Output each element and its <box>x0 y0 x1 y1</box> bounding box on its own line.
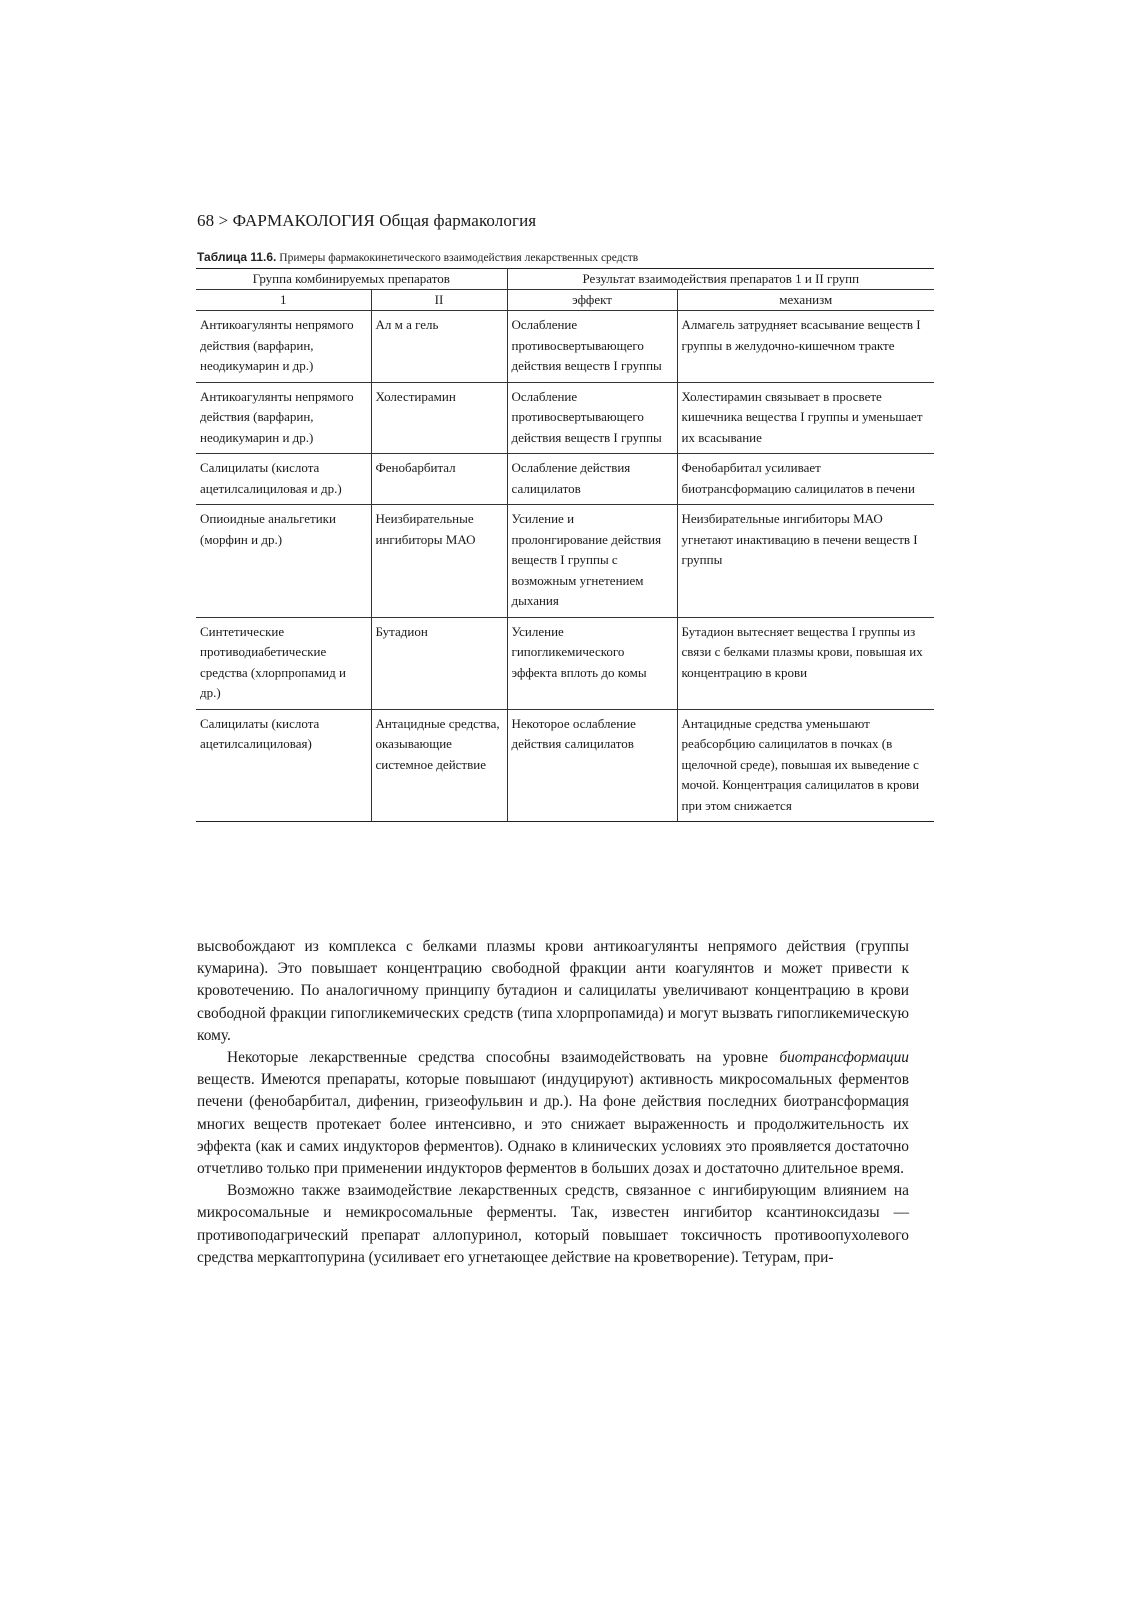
table-caption <box>197 250 638 264</box>
cell-effect: Усиление и пролонгирование действия веществ I группы с возможным угнетением дыхания <box>507 505 677 618</box>
cell-group-2: Ал м а гель <box>371 311 507 383</box>
running-head: 68 > ФАРМАКОЛОГИЯ Общая фармакология <box>197 211 537 230</box>
cell-mechanism: Бутадион вытесняет вещества I группы из связи с белками плазмы крови, повышая их концентрацию в крови <box>677 617 934 709</box>
cell-mechanism: Алмагель затрудняет всасывание веществ I группы в желудочно-кишечном тракте <box>677 311 934 383</box>
table-caption-text: Примеры фармакокинетического взаимодействия лекарственных средств <box>276 252 639 264</box>
cell-effect: Усиление гипогликемического эффекта вплоть до комы <box>507 617 677 709</box>
cell-group-2: Неизбирательные ингибиторы МАО <box>371 505 507 618</box>
cell-group-1: Антикоагулянты непрямого действия (варфарин, неодикумарин и др.) <box>196 311 371 383</box>
cell-mechanism: Холестирамин связывает в просвете кишечника вещества I группы и уменьшает их всасывание <box>677 382 934 454</box>
cell-group-1: Опиоидные анальгетики (морфин и др.) <box>196 505 371 618</box>
cell-effect: Ослабление противосвертывающего действия веществ I группы <box>507 382 677 454</box>
table-row <box>196 709 934 822</box>
cell-group-1: Салицилаты (кислота ацетилсалициловая и др.) <box>196 454 371 505</box>
cell-group-2: Бутадион <box>371 617 507 709</box>
paragraph <box>197 1047 909 1180</box>
cell-effect: Ослабление действия салицилатов <box>507 454 677 505</box>
table-row <box>196 617 934 709</box>
cell-group-2: Антацидные средства, оказывающие системное действие <box>371 709 507 822</box>
cell-group-2: Фенобарбитал <box>371 454 507 505</box>
paragraph-start: Некоторые лекарственные средства способны взаимодействовать на уровне <box>227 1049 780 1067</box>
table-row <box>196 454 934 505</box>
table-row <box>196 311 934 383</box>
body-text <box>197 936 909 1269</box>
cell-effect: Некоторое ослабление действия салицилатов <box>507 709 677 822</box>
cell-group-1: Синтетические противодиабетические средства (хлорпропамид и др.) <box>196 617 371 709</box>
italic-term: биотрансформации <box>779 1049 909 1067</box>
interaction-table <box>196 268 934 822</box>
header-result: Результат взаимодействия препаратов 1 и II групп <box>507 269 934 290</box>
header-effect: эффект <box>507 290 677 311</box>
cell-mechanism: Фенобарбитал усиливает биотрансформацию салицилатов в печени <box>677 454 934 505</box>
header-col-1: 1 <box>196 290 371 311</box>
cell-group-1: Салицилаты (кислота ацетилсалициловая) <box>196 709 371 822</box>
table-row <box>196 505 934 618</box>
header-col-2: II <box>371 290 507 311</box>
cell-group-1: Антикоагулянты непрямого действия (варфарин, неодикумарин и др.) <box>196 382 371 454</box>
paragraph: Возможно также взаимодействие лекарственных средств, связанное с ингибирующим влиянием на микросомальные и немикросомальные ферменты. Так, известен ингибитор ксантиноксидазы — противоподагрический препарат аллопуринол, который повышает токсичность противоопухолевого средства меркаптопурина (усиливает его угнетающее действие на кроветворение). Тетурам, при- <box>197 1182 909 1266</box>
header-group: Группа комбинируемых препаратов <box>196 269 507 290</box>
cell-group-2: Холестирамин <box>371 382 507 454</box>
table-caption-label: Таблица 11.6. <box>197 250 277 264</box>
cell-mechanism: Неизбирательные ингибиторы МАО угнетают инактивацию в печени веществ I группы <box>677 505 934 618</box>
table-row <box>196 382 934 454</box>
cell-mechanism: Антацидные средства уменьшают реабсорбцию салицилатов в почках (в щелочной среде), повышая их выведение с мочой. Концентрация салицилатов в крови при этом снижается <box>677 709 934 822</box>
header-mechanism: механизм <box>677 290 934 311</box>
paragraph-end: веществ. Имеются препараты, которые повышают (индуцируют) активность микросомальных ферментов печени (фенобарбитал, дифенин, гризеофульвин и др.). На фоне действия последних биотрансформация многих веществ протекает более интенсивно, и это снижает выраженность и продолжительность их эффекта (как и самих индукторов ферментов). Однако в клинических условиях это проявляется достаточно отчетливо только при применении индукторов ферментов в больших дозах и достаточно длительное время. <box>197 1071 909 1178</box>
cell-effect: Ослабление противосвертывающего действия веществ I группы <box>507 311 677 383</box>
paragraph: высвобождают из комплекса с белками плазмы крови антикоагулянты непрямого действия (группы кумарина). Это повышает концентрацию свободной фракции анти коагулянтов и может привести к кровотечению. По аналогичному принципу бутадион и салицилаты увеличивают концентрацию в крови свободной фракции гипогликемических средств (типа хлорпропамида) и могут вызвать гипогликемическую кому. <box>197 938 909 1044</box>
